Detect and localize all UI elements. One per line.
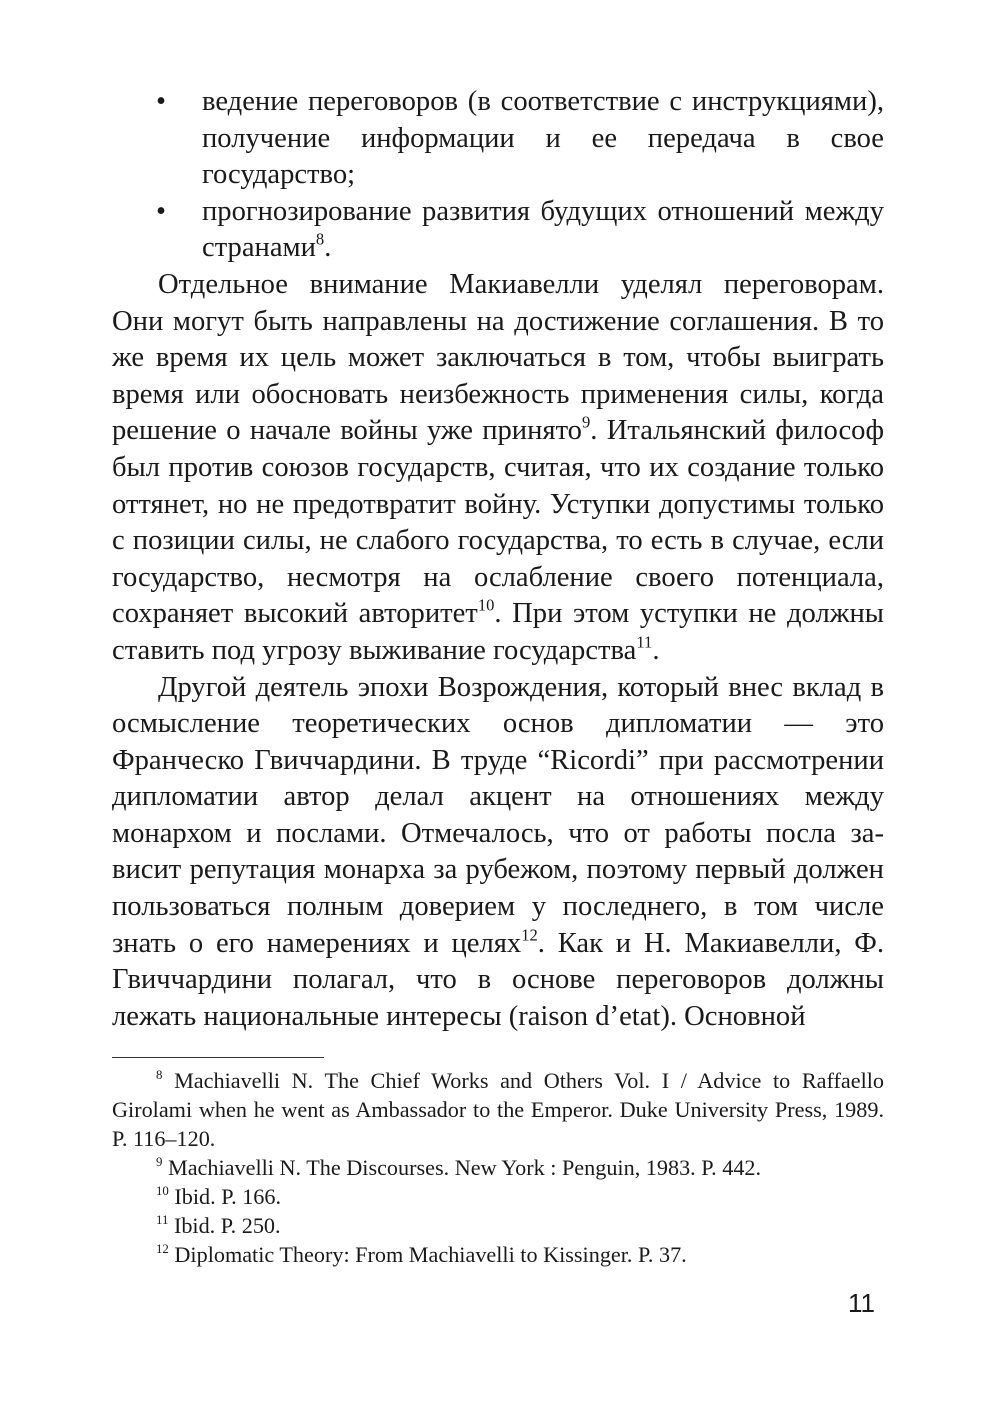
footnote-number: 8: [156, 1068, 163, 1083]
list-item: [112, 194, 884, 267]
paragraph: [112, 670, 884, 1036]
footnote-text: Ibid. P. 166.: [174, 1184, 282, 1210]
paragraph: [112, 267, 884, 670]
paragraph-text: . Как и Н. Макиавелли, Ф. Гвиччардини полагал, что в основе переговоров должны лежать национальные интересы (raison d’etat). Основной: [112, 927, 884, 1032]
list-item-tail: .: [324, 232, 332, 264]
footnote: [112, 1211, 884, 1240]
footnote-text: Machiavelli N. The Discourses. New York : Penguin, 1983. P. 442.: [167, 1155, 762, 1181]
footnote-text: Ibid. P. 250.: [173, 1213, 281, 1239]
list-item-text: ведение переговоров (в соответствие с инструкциями), получение информации и ее передача в свое государство;: [202, 86, 884, 191]
footnote-number: 11: [156, 1213, 169, 1228]
footnote-text: Machiavelli N. The Chief Works and Others Vol. I / Advice to Raffaello Girolami when he went as Ambassador to the Emperor. Duke University Press, 1989. P. 116–120.: [112, 1068, 884, 1152]
footnote-ref[interactable]: 9: [581, 412, 591, 432]
footnote-text: Diplomatic Theory: From Machiavelli to Kissinger. P. 37.: [174, 1242, 687, 1268]
list-item: [112, 84, 884, 194]
list-item-text: прогнозирование развития будущих отношений между странами: [202, 195, 884, 264]
paragraph-text: .: [652, 634, 660, 666]
bullet-marker: •: [156, 86, 167, 117]
footnotes: [112, 1066, 884, 1269]
footnote-number: 10: [156, 1184, 169, 1199]
bullet-list: [112, 84, 884, 267]
footnote-ref[interactable]: 8: [315, 229, 325, 249]
footnote: [112, 1182, 884, 1211]
page-content: [112, 84, 884, 1269]
footnote-number: 12: [156, 1242, 169, 1257]
footnote: [112, 1153, 884, 1182]
footnote-number: 9: [156, 1155, 163, 1170]
footnote-ref[interactable]: 10: [477, 595, 495, 615]
bullet-marker: •: [156, 195, 167, 227]
paragraph-text: Отдельное внимание Макиавелли уделял переговорам. Они могут быть направлены на достижение соглашения. В то же время их цель может заключаться в том, чтобы выиграть время или обосновать неизбежность применения силы, когда решение о начале войны уже принято: [112, 268, 884, 447]
paragraph-text: Другой деятель эпохи Возрождения, который внес вклад в осмысление теоретических основ дипломатии — это Франческо Гвиччардини. В труде “Ricordi” при рассмотрении дипломатии автор делал акцент на отношениях между монархом и послами. Отмечалось, что от работы посла зависит репутация монарха за рубежом, поэтому первый должен пользоваться полным доверием у последнего, в том числе знать о его намерениях и целях: [112, 671, 884, 959]
paragraph-text: . Итальянский философ был против союзов государств, считая, что их создание только оттянет, но не предотвратит войну. Уступки допустимы только с позиции силы, не слабого государства, то есть в случае, если государство, несмотря на ослабление своего потенциала, сохраняет высокий авторитет: [112, 415, 884, 630]
paragraph-text: . При этом уступки не должны ставить под угрозу выживание государства: [112, 598, 885, 666]
footnote-ref[interactable]: 11: [636, 632, 653, 652]
footnote-ref[interactable]: 12: [521, 925, 538, 945]
footnote: [112, 1240, 884, 1269]
footnote: [112, 1066, 884, 1153]
page-number: 11: [848, 1288, 875, 1318]
footnote-divider: [112, 1057, 324, 1058]
